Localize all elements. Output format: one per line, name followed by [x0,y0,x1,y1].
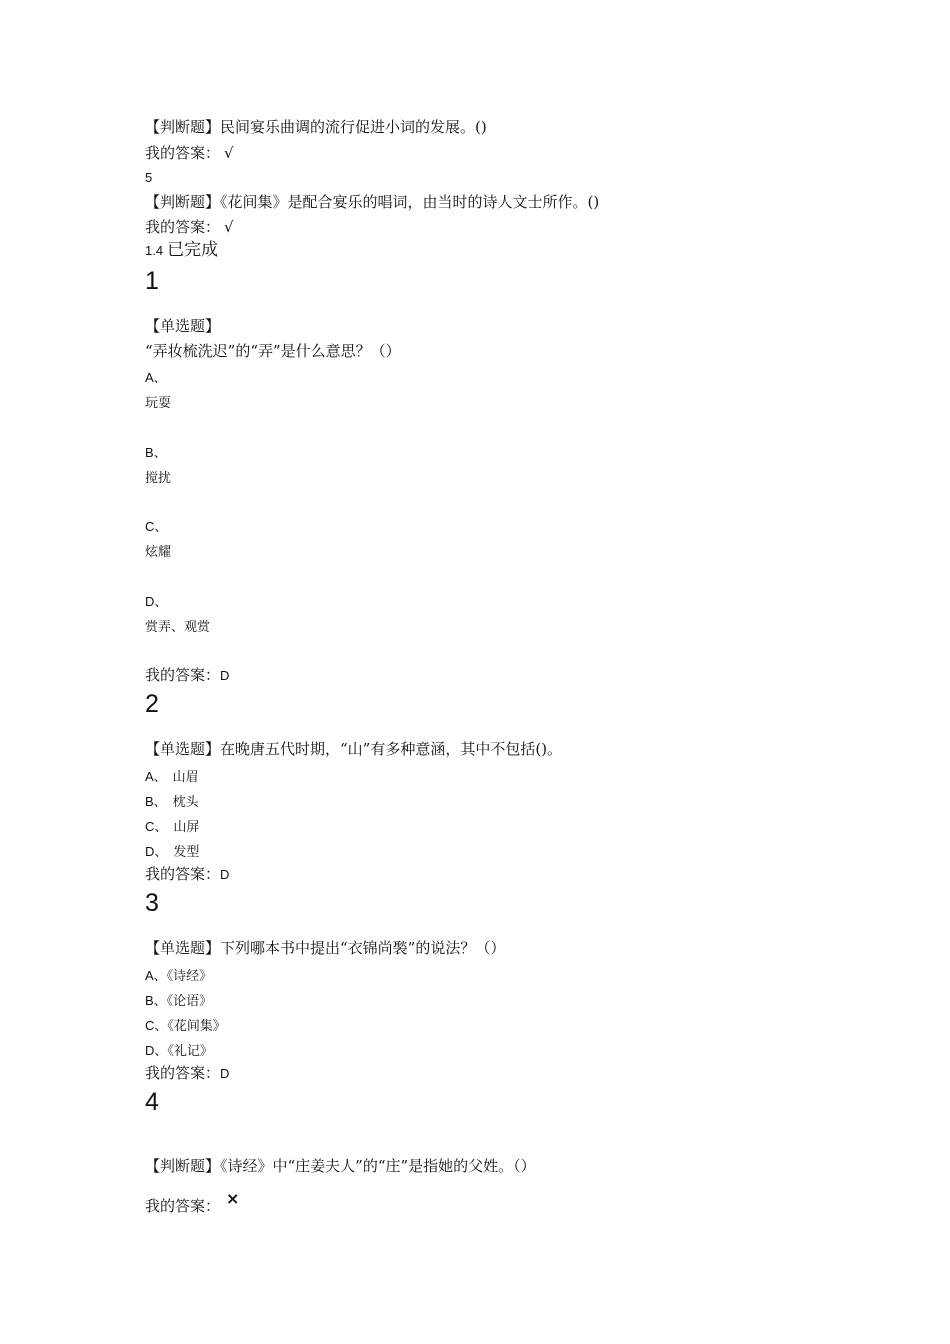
option-text: 山眉 [172,770,199,785]
option [145,795,199,809]
answer-value: √ [224,144,234,162]
option-text: 《花间集》 [167,1019,226,1034]
option-text: 发型 [173,845,200,860]
answer-line [145,867,229,882]
answer-line [145,1189,240,1215]
answer-label: 我的答案： [145,666,221,684]
option [145,770,199,784]
option-letter: C、 [145,519,168,534]
question-text: 【单选题】在晚唐五代时期，“山”有多种意涵，其中不包括()。 [145,740,563,758]
option [145,994,212,1008]
option-text: 枕头 [172,795,199,810]
option-text: 《论语》 [166,994,213,1009]
option-letter: B、 [145,794,167,809]
option-letter: C、 [145,819,168,834]
question-type: 【单选题】 [145,317,221,335]
answer-label: 我的答案： [145,1064,221,1082]
question-number: 5 [145,170,153,185]
option-letter: B、 [145,445,167,460]
option-text: 玩耍 [145,396,172,411]
answer-label: 我的答案： [145,218,221,236]
option-text: 山屏 [173,820,200,835]
option [145,845,199,859]
section-status: 已完成 [167,240,219,260]
answer-line [145,146,234,161]
option-letter: B、 [145,993,167,1008]
option-text: 《礼记》 [167,1044,213,1059]
section-number: 1.4 [145,243,164,258]
question-number: 2 [145,690,159,718]
option-letter: D、 [145,594,168,609]
question-number: 3 [145,889,159,917]
question-number: 4 [145,1088,159,1116]
answer-value: √ [224,218,234,236]
option [145,969,212,983]
option-text: 搅扰 [145,471,172,486]
option [145,1044,213,1058]
answer-value: D [220,668,230,683]
option-letter: A、 [145,968,167,983]
option-text: 赏弄、观赏 [145,620,211,635]
question-text: “弄妆梳洗迟”的“弄”是什么意思？（） [145,342,401,360]
question-text: 【判断题】民间宴乐曲调的流行促进小词的发展。() [145,118,487,136]
section-header [145,242,218,259]
answer-value: D [220,867,230,882]
cross-mark-icon: × [226,1189,240,1208]
answer-label: 我的答案： [145,144,221,162]
question-text: 【判断题】《诗经》中“庄姜夫人”的“庄”是指她的父姓。（） [145,1157,536,1175]
question-number: 1 [145,267,159,295]
option-text: 《诗经》 [166,969,213,984]
option-text: 炫耀 [145,545,172,560]
answer-label: 我的答案： [145,1197,221,1215]
option [145,820,199,834]
option [145,1019,226,1033]
answer-line [145,220,234,235]
answer-line [145,1066,229,1081]
answer-line [145,668,229,683]
question-text: 【判断题】《花间集》是配合宴乐的唱词，由当时的诗人文士所作。() [145,193,600,211]
option-letter: C、 [145,1018,168,1033]
answer-value: D [220,1066,230,1081]
question-text: 【单选题】下列哪本书中提出“衣锦尚褧”的说法？（） [145,939,506,957]
answer-label: 我的答案： [145,865,221,883]
option-letter: A、 [145,370,167,385]
option-letter: D、 [145,844,168,859]
option-letter: D、 [145,1043,168,1058]
option-letter: A、 [145,769,167,784]
